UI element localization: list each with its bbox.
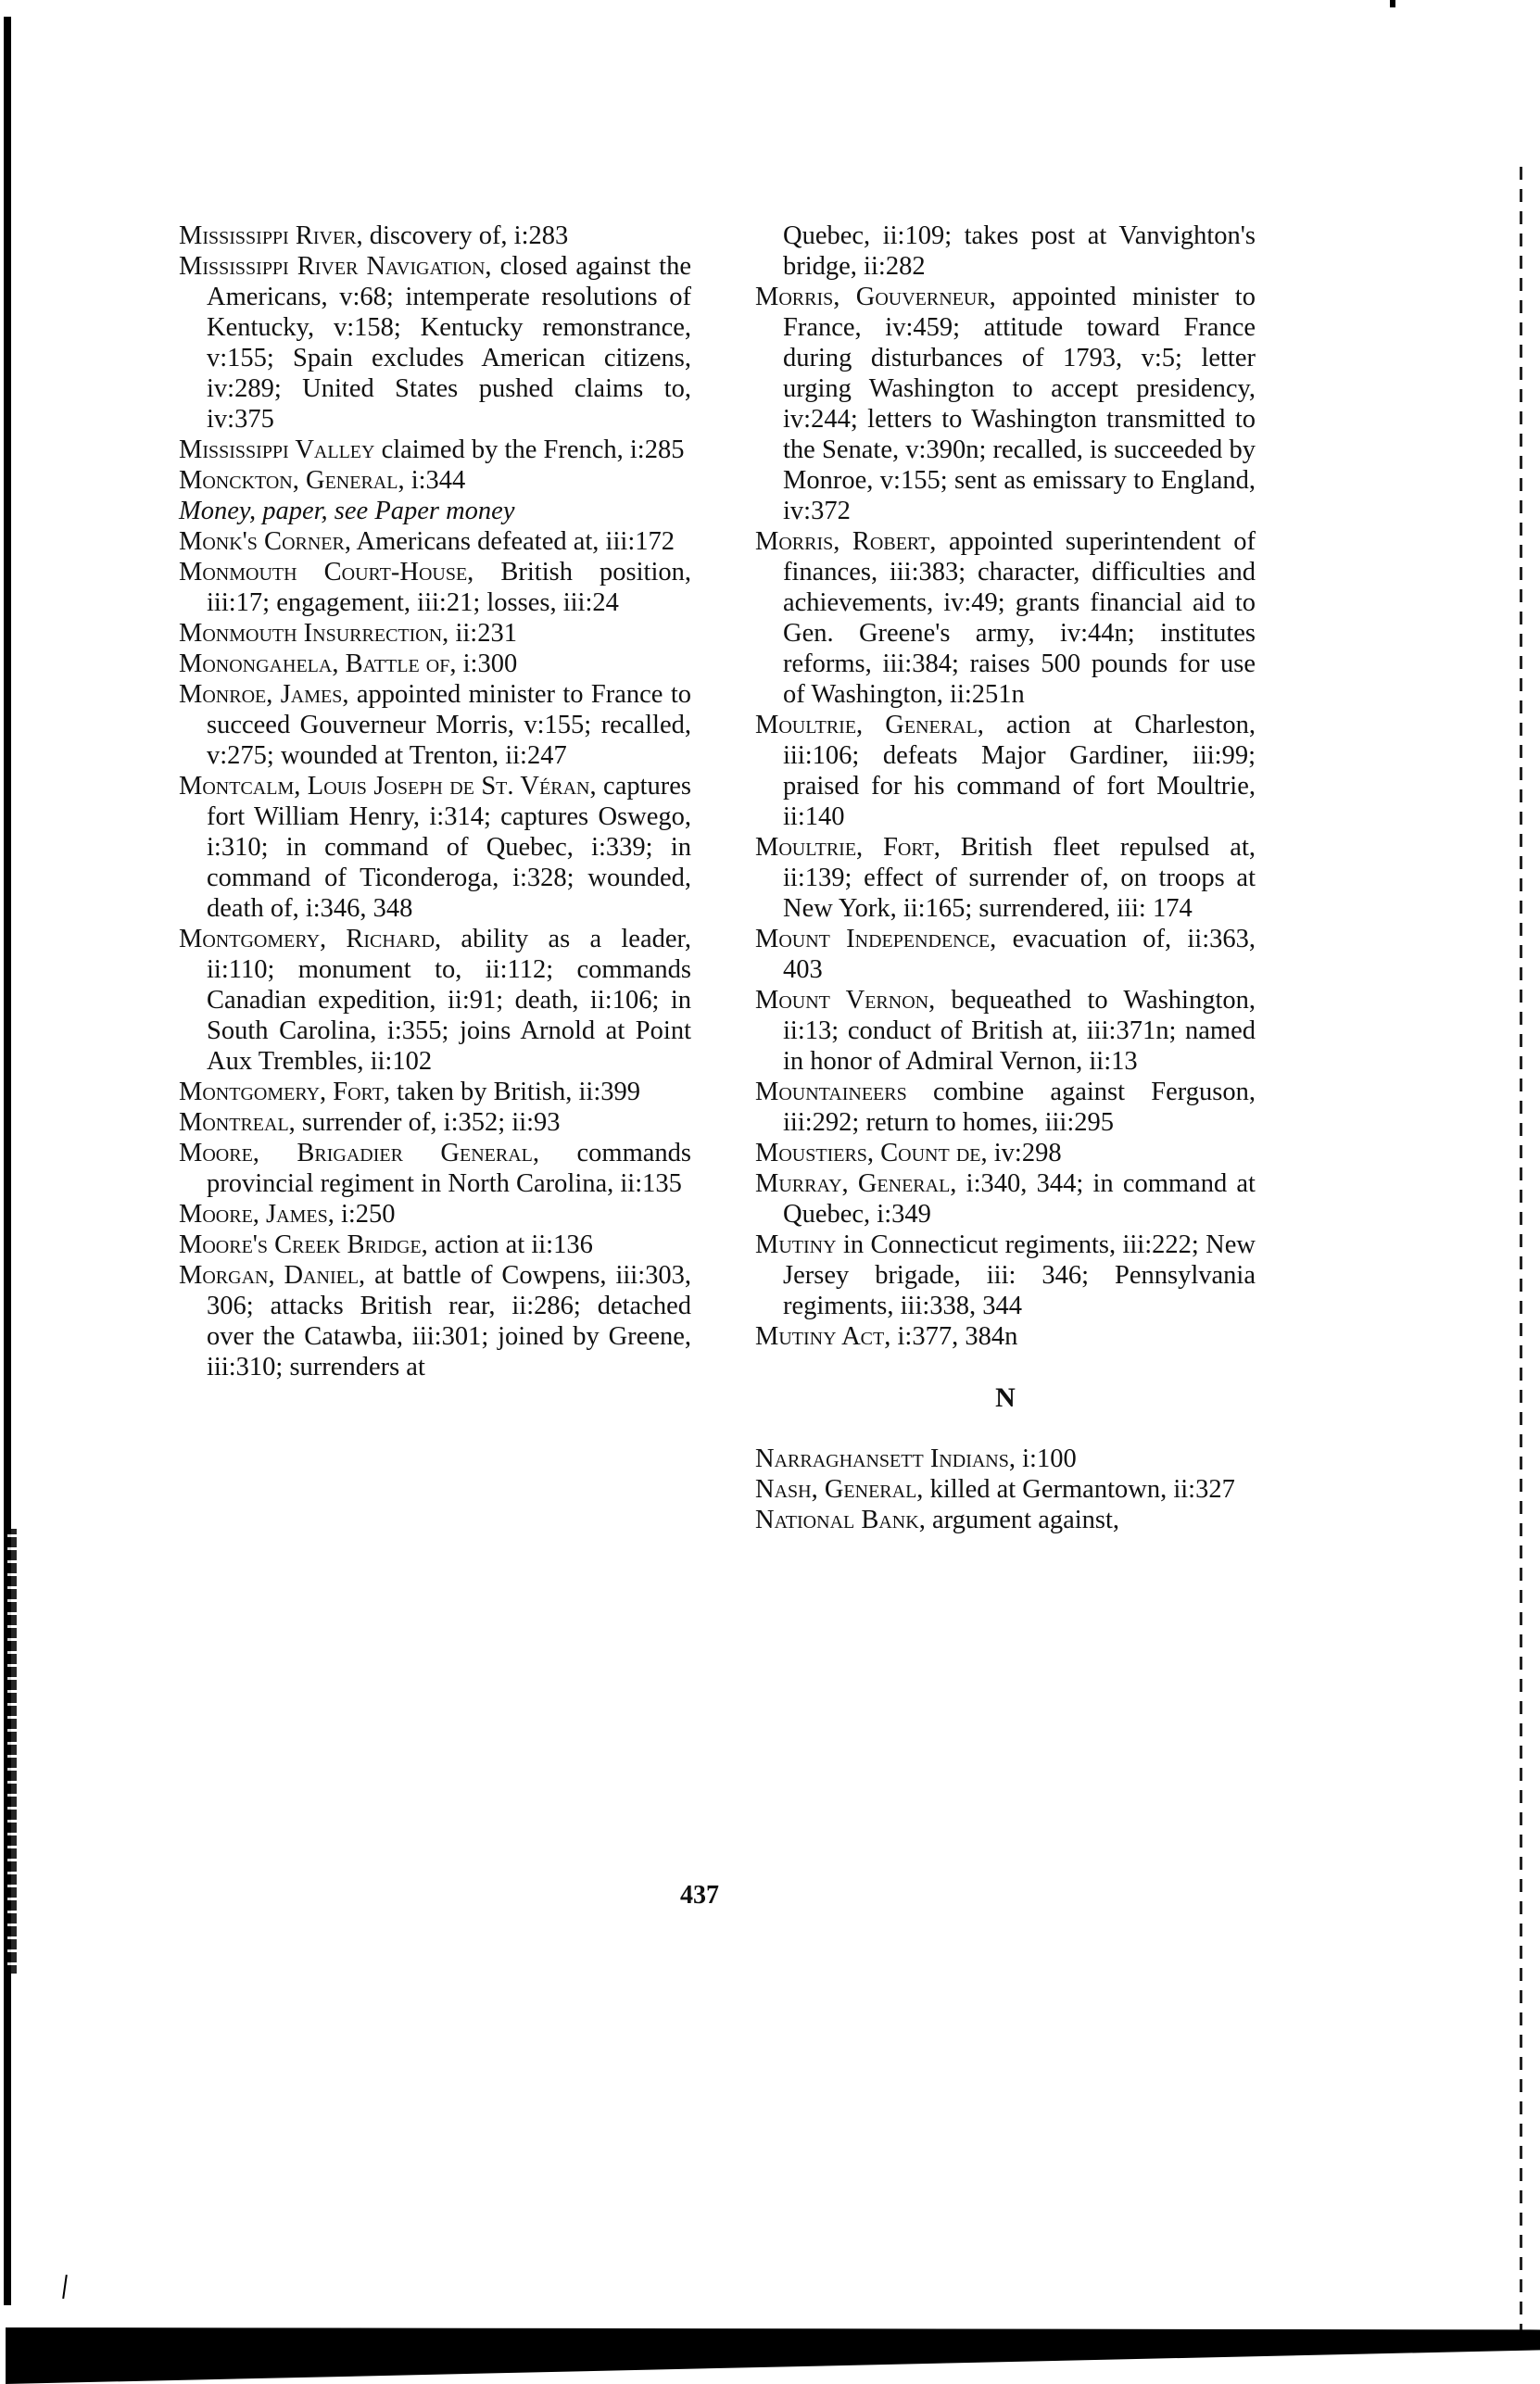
index-entry (179, 1230, 691, 1260)
index-entry (179, 1138, 691, 1199)
index-entry-references: commands provincial regiment in North Carolina, ii:135 (207, 1139, 691, 1198)
index-entry (179, 1107, 691, 1138)
index-entry (755, 924, 1256, 985)
index-entry (755, 1444, 1256, 1474)
index-entry-references: i:250 (334, 1200, 396, 1229)
index-entry (179, 221, 691, 251)
index-entry-references: Americans defeated at, iii:172 (350, 527, 675, 556)
index-entry-heading: Monroe, James, (179, 680, 349, 709)
index-entry-references: discovery of, i:283 (362, 221, 569, 250)
index-entry-references: bequeathed to Washington, ii:13; conduct of British at, iii:371n; named in honor of Admiral Vernon, ii:13 (783, 986, 1256, 1076)
index-entry (179, 771, 691, 924)
index-entry-references: i:377, 384n (890, 1322, 1018, 1351)
index-entry-references: argument against, (925, 1506, 1120, 1534)
index-entry-references: captures fort William Henry, i:314; captures Oswego, i:310; in command of Quebec, i:339; in command of Ticonderoga, i:328; wounded, death of, i:346, 348 (207, 772, 691, 923)
index-entry-references: British position, iii:17; engagement, iii:21; losses, iii:24 (207, 558, 691, 617)
index-entry-references: ability as a leader, ii:110; monument to, ii:112; commands Canadian expedition, ii:91; death, ii:106; in South Carolina, i:355; joins Arnold at Point Aux Trembles, ii:102 (207, 925, 691, 1076)
index-entry-heading: Monckton, General, (179, 466, 405, 495)
index-entry-heading: Monongahela, Battle of, (179, 650, 457, 678)
index-entry-references: at battle of Cowpens, iii:303, 306; attacks British rear, ii:286; detached over the Catawba, iii:301; joined by Greene, iii:310; surrenders at (207, 1261, 691, 1381)
scan-page-edge-right (1520, 167, 1522, 2335)
index-entry-heading: Murray, General, (755, 1169, 957, 1198)
index-entry-heading: Moore's Creek Bridge, (179, 1230, 428, 1259)
scan-bottom-shadow (6, 2327, 1540, 2384)
index-entry (179, 618, 691, 649)
index-entry (179, 465, 691, 496)
index-entry-references: combine against Ferguson, iii:292; return to homes, iii:295 (783, 1078, 1256, 1137)
index-entry-references: appointed minister to France to succeed Gouverneur Morris, v:155; recalled, v:275; wounded at Trenton, ii:247 (207, 680, 691, 770)
index-entry-heading: Mississippi Valley (179, 435, 375, 464)
index-entry-heading: Moore, James, (179, 1200, 335, 1229)
scan-artifact-corner (1390, 0, 1395, 7)
index-entry-heading: Monk's Corner, (179, 527, 351, 556)
index-entry (755, 1168, 1256, 1230)
index-entry (755, 1321, 1256, 1352)
index-entry (179, 649, 691, 679)
index-entry (755, 1505, 1256, 1535)
index-entry-references: British fleet repulsed at, ii:139; effect of surrender of, on troops at New York, ii:165; surrendered, iii: 174 (783, 833, 1256, 923)
index-entry-heading: Moustiers, Count de, (755, 1139, 988, 1167)
index-entry-heading: Montgomery, Richard, (179, 925, 442, 953)
index-entry (179, 526, 691, 557)
index-entry-references: surrender of, i:352; ii:93 (295, 1108, 561, 1137)
index-entry-references: i:344 (404, 466, 466, 495)
index-entry (755, 526, 1256, 710)
index-entry (755, 221, 1256, 282)
index-entry-references: i:340, 344; in command at Quebec, i:349 (783, 1169, 1256, 1229)
index-entry-heading: Montgomery, Fort, (179, 1078, 391, 1106)
index-entry-heading: Nash, General, (755, 1475, 924, 1504)
index-entry-references: closed against the Americans, v:68; intemperate resolutions of Kentucky, v:158; Kentucky remonstrance, v:155; Spain excludes American citizens, iv:289; United States pushed claims to, iv:375 (207, 252, 692, 434)
stray-pen-mark (62, 2275, 68, 2299)
index-entry-references: taken by British, ii:399 (390, 1078, 640, 1106)
index-entry-references: action at Charleston, iii:106; defeats Major Gardiner, iii:99; praised for his command of fort Moultrie, ii:140 (783, 711, 1256, 831)
index-entry (755, 985, 1256, 1077)
index-entry-references: iv:298 (987, 1139, 1062, 1167)
index-column-left (179, 221, 691, 1382)
index-entry-references: ii:231 (448, 619, 517, 648)
index-entry-heading: Montreal, (179, 1108, 296, 1137)
index-entries-m-continued (755, 221, 1256, 1352)
index-entry (179, 1077, 691, 1107)
index-entry-references: Quebec, ii:109; takes post at Vanvighton's bridge, ii:282 (783, 221, 1256, 281)
index-entry-heading: Mount Vernon, (755, 986, 936, 1015)
index-entry-heading: Narraghansett Indians, (755, 1444, 1016, 1473)
index-entry (755, 1138, 1256, 1168)
index-entry (179, 496, 691, 526)
index-entry-heading: Morgan, Daniel, (179, 1261, 366, 1290)
index-entry-references: action at ii:136 (427, 1230, 593, 1259)
page-number: 437 (680, 1881, 719, 1910)
index-entry-heading: Mississippi River, (179, 221, 363, 250)
index-entry-references: in Connecticut regiments, iii:222; New Jersey brigade, iii: 346; Pennsylvania regiments, iii:338, 344 (783, 1230, 1256, 1320)
index-entry (755, 1077, 1256, 1138)
index-entry-references: i:300 (456, 650, 518, 678)
index-entry-references: killed at Germantown, ii:327 (923, 1475, 1235, 1504)
index-entry-heading: Mount Independence, (755, 925, 997, 953)
index-entry-references: claimed by the French, i:285 (374, 435, 685, 464)
index-entry-heading: Mountaineers (755, 1078, 907, 1106)
index-entry-heading: Mutiny (755, 1230, 837, 1259)
index-entry (755, 710, 1256, 832)
index-entry (755, 282, 1256, 526)
index-entry (179, 924, 691, 1077)
index-entry (179, 679, 691, 771)
index-column-right (755, 221, 1256, 1535)
index-entry-heading: Moore, Brigadier General, (179, 1139, 540, 1167)
index-entry-heading: Mutiny Act, (755, 1322, 891, 1351)
index-entry-heading: Mississippi River Navigation, (179, 252, 492, 281)
index-entry-heading: National Bank, (755, 1506, 926, 1534)
index-entry (179, 251, 691, 435)
index-entry (179, 557, 691, 618)
index-entry (179, 1260, 691, 1382)
index-entry-references: appointed minister to France, iv:459; attitude toward France during disturbances of 1793, v:5; letter urging Washington to accept presidency, iv:244; letters to Washington transmitted to the Senate, v:390n; recalled, is succeeded by Monroe, v:155; sent as emissary to England, iv:372 (783, 283, 1256, 525)
index-entry (179, 435, 691, 465)
index-entry-heading: Moultrie, General, (755, 711, 984, 739)
index-entry (755, 1230, 1256, 1321)
index-entry-references: i:100 (1016, 1444, 1077, 1473)
index-entry (755, 1474, 1256, 1505)
index-entry (179, 1199, 691, 1230)
index-entry-heading: Moultrie, Fort, (755, 833, 940, 862)
index-entry (755, 832, 1256, 924)
index-entry-heading: Monmouth Court-House, (179, 558, 474, 587)
index-entry-heading: Monmouth Insurrection, (179, 619, 449, 648)
index-entry-heading: Montcalm, Louis Joseph de St. Véran, (179, 772, 597, 801)
index-entries-n (755, 1444, 1256, 1535)
cross-reference: Money, paper, see Paper money (179, 497, 515, 525)
index-entry-references: appointed superintendent of finances, iii:383; character, difficulties and achievements, iv:49; grants financial aid to Gen. Greene's army, iv:44n; institutes reforms, iii:384; raises 500 pounds for use of Washington, ii:251n (783, 527, 1256, 709)
index-entry-heading: Morris, Gouverneur, (755, 283, 996, 311)
index-entry-heading: Morris, Robert, (755, 527, 937, 556)
section-letter-heading: N (995, 1382, 1016, 1413)
index-entry-references: evacuation of, ii:363, 403 (783, 925, 1256, 984)
scan-binding-smudge (7, 1529, 17, 1974)
